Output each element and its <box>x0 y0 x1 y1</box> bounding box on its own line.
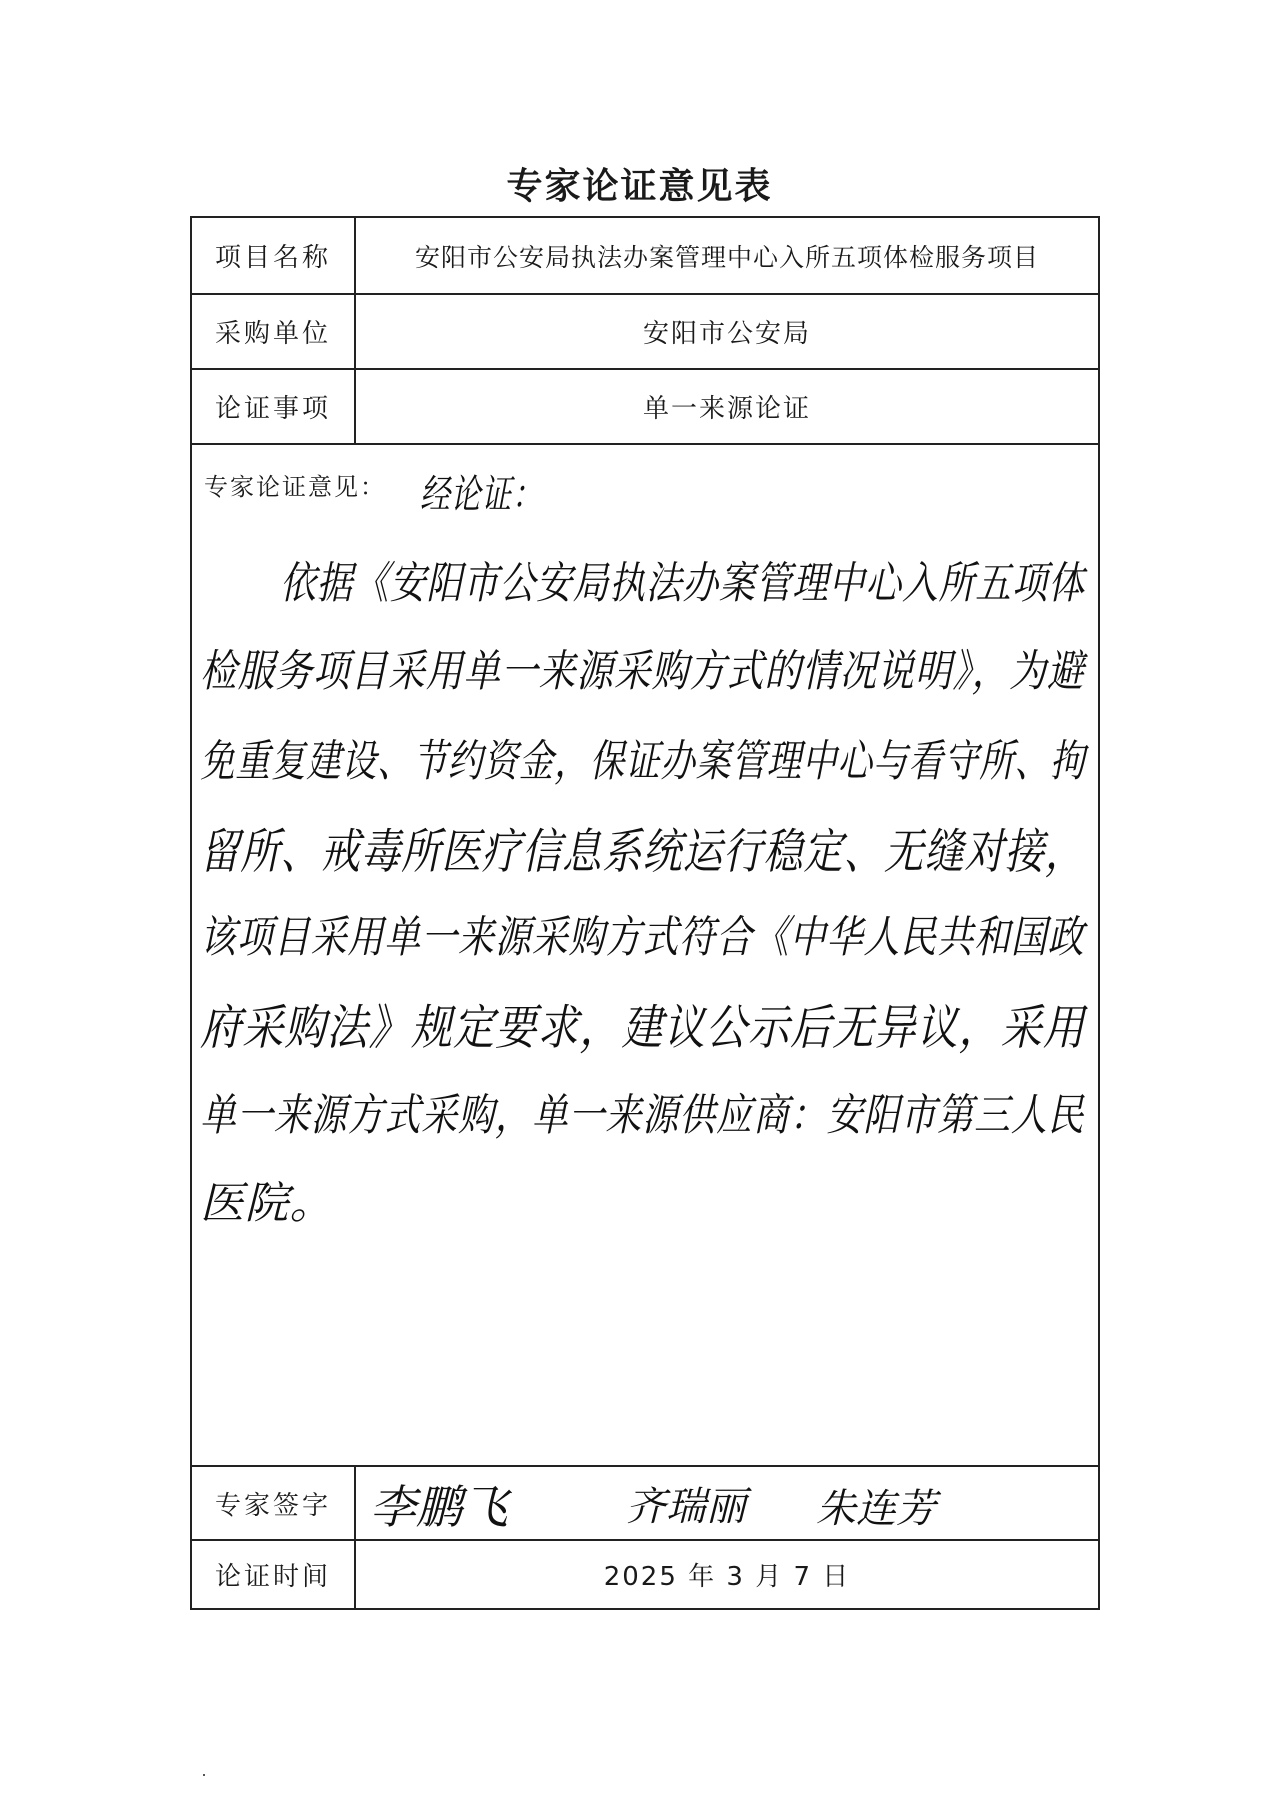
opinion-line: 免重复建设、节约资金，保证办案管理中心与看守所、拘 <box>200 736 1086 787</box>
project-name-label: 项目名称 <box>192 218 356 293</box>
review-matter-value: 单一来源论证 <box>642 394 811 424</box>
row-purchasing-unit <box>192 295 1098 370</box>
purchasing-unit-label: 采购单位 <box>192 295 356 368</box>
handwritten-opinion <box>200 455 1090 1455</box>
page-mark <box>203 1774 205 1776</box>
row-review-date <box>192 1541 1098 1608</box>
row-expert-opinion <box>192 445 1098 1467</box>
form-title: 专家论证意见表 <box>506 166 773 207</box>
review-matter-label: 论证事项 <box>192 370 356 443</box>
row-project-name <box>192 218 1098 295</box>
opinion-line: 医院。 <box>200 1178 335 1229</box>
row-review-matter <box>192 370 1098 445</box>
signature: 李鹏飞 <box>370 1480 508 1534</box>
signature: 齐瑞丽 <box>626 1484 746 1530</box>
opinion-line: 留所、戒毒所医疗信息系统运行稳定、无缝对接， <box>200 824 1086 880</box>
review-date-label: 论证时间 <box>192 1541 356 1608</box>
expert-signature-label: 专家签字 <box>192 1467 356 1539</box>
expert-opinion-form <box>190 216 1100 1610</box>
opinion-line: 经论证： <box>420 472 543 518</box>
expert-opinion-label: 专家论证意见： <box>204 473 386 501</box>
opinion-line: 检服务项目采用单一来源采购方式的情况说明》，为避 <box>200 646 1085 697</box>
signature-area <box>356 1467 1098 1539</box>
opinion-line: 该项目采用单一来源采购方式符合《中华人民共和国政 <box>200 912 1085 963</box>
signature: 朱连芳 <box>816 1486 936 1532</box>
opinion-line: 府采购法》规定要求，建议公示后无异议，采用 <box>200 1000 1085 1056</box>
purchasing-unit-value: 安阳市公安局 <box>642 319 811 349</box>
review-date-value: 2025 年 3 月 7 日 <box>603 1562 851 1592</box>
row-expert-signature <box>192 1467 1098 1541</box>
opinion-line: 单一来源方式采购，单一来源供应商：安阳市第三人民 <box>200 1090 1085 1141</box>
opinion-line: 依据《安阳市公安局执法办案管理中心入所五项体 <box>280 558 1085 609</box>
project-name-value: 安阳市公安局执法办案管理中心入所五项体检服务项目 <box>414 242 1039 272</box>
